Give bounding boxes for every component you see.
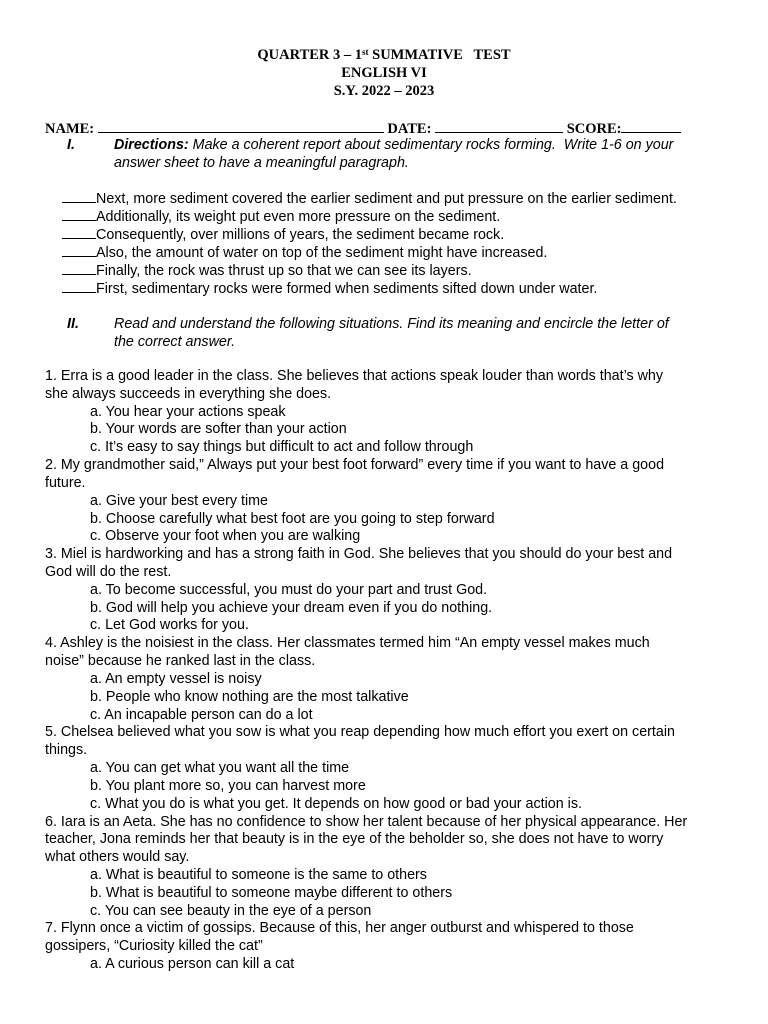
question-text: she always succeeds in everything she does. bbox=[45, 385, 332, 402]
answer-choice[interactable]: c. What you do is what you get. It depends on how good or bad your action is. bbox=[90, 795, 582, 812]
date-field[interactable] bbox=[435, 119, 563, 133]
answer-blank[interactable] bbox=[62, 280, 96, 293]
part-ii-directions: Read and understand the following situations. Find its meaning and encircle the letter of the correct answer. bbox=[114, 316, 669, 350]
answer-choice[interactable]: b. You plant more so, you can harvest more bbox=[90, 777, 366, 794]
answer-choice[interactable]: a. You hear your actions speak bbox=[90, 403, 286, 420]
question-text: 3. Miel is hardworking and has a strong faith in God. She believes that you should do your best and bbox=[45, 546, 673, 563]
answer-choice[interactable]: b. Your words are softer than your action bbox=[90, 421, 347, 438]
answer-choice[interactable]: b. People who know nothing are the most talkative bbox=[90, 688, 409, 705]
school-year: S.Y. 2022 – 2023 bbox=[333, 83, 435, 99]
ordering-item-text: Next, more sediment covered the earlier sediment and put pressure on the earlier sediment. bbox=[96, 191, 677, 207]
question-text: 7. Flynn once a victim of gossips. Because of this, her anger outburst and whispered to those bbox=[45, 920, 634, 937]
test-title: QUARTER 3 – 1st SUMMATIVE TEST bbox=[257, 47, 511, 63]
answer-blank[interactable] bbox=[62, 208, 96, 221]
question-text: 5. Chelsea believed what you sow is what you reap depending how much effort you exert on certain bbox=[45, 724, 675, 741]
part-i-numeral: I. bbox=[67, 137, 75, 153]
answer-choice[interactable]: b. What is beautiful to someone maybe different to others bbox=[90, 884, 453, 901]
question-text: 6. Iara is an Aeta. She has no confidence to show her talent because of her physical appearance. Her bbox=[45, 813, 688, 830]
date-label: DATE: bbox=[387, 121, 432, 137]
question-text: teacher, Jona reminds her that beauty is in the eye of the beholder so, she does not have to worry bbox=[45, 831, 664, 848]
ordinal-suffix: st bbox=[362, 47, 369, 57]
question-text: what others would say. bbox=[45, 849, 190, 866]
answer-choice[interactable]: c. Let God works for you. bbox=[90, 617, 249, 634]
answer-blank[interactable] bbox=[62, 262, 96, 275]
ordering-item bbox=[62, 190, 677, 209]
answer-blank[interactable] bbox=[62, 226, 96, 239]
score-field[interactable] bbox=[621, 119, 681, 133]
answer-blank[interactable] bbox=[62, 190, 96, 203]
ordering-item-text: First, sedimentary rocks were formed when sediments sifted down under water. bbox=[96, 280, 598, 297]
answer-choice[interactable]: b. God will help you achieve your dream even if you do nothing. bbox=[90, 599, 493, 616]
question-text: noise” because he ranked last in the class. bbox=[45, 653, 316, 670]
answer-choice[interactable]: c. It’s easy to say things but difficult to act and follow through bbox=[90, 439, 474, 456]
name-field[interactable] bbox=[98, 119, 384, 133]
subject-title: ENGLISH VI bbox=[341, 65, 427, 81]
directions-label: Directions: bbox=[114, 137, 189, 153]
question-text: God will do the rest. bbox=[45, 564, 172, 581]
question-text: future. bbox=[45, 474, 86, 491]
question-text: 4. Ashley is the noisiest in the class. Her classmates termed him “An empty vessel makes much bbox=[45, 635, 650, 652]
answer-choice[interactable]: c. You can see beauty in the eye of a person bbox=[90, 902, 372, 919]
ordering-item-text: Additionally, its weight put even more pressure on the sediment. bbox=[96, 208, 501, 225]
answer-choice[interactable]: b. Choose carefully what best foot are you going to step forward bbox=[90, 510, 495, 527]
ordering-item bbox=[62, 244, 547, 263]
question-text: 1. Erra is a good leader in the class. She believes that actions speak louder than words that’s why bbox=[45, 368, 664, 384]
ordering-item-text: Consequently, over millions of years, the sediment became rock. bbox=[96, 226, 505, 243]
answer-choice[interactable]: a. You can get what you want all the time bbox=[90, 760, 350, 777]
score-label: SCORE: bbox=[566, 121, 622, 137]
ordering-item bbox=[62, 208, 500, 227]
part-i-directions: Directions: Make a coherent report about sedimentary rocks forming. Write 1-6 on your answer sheet to have a meaningful paragraph. bbox=[114, 137, 674, 171]
answer-choice[interactable]: c. An incapable person can do a lot bbox=[90, 706, 313, 723]
answer-choice[interactable]: c. Observe your foot when you are walking bbox=[90, 528, 361, 545]
ordering-item bbox=[62, 280, 597, 299]
question-text: things. bbox=[45, 742, 88, 759]
part-ii-numeral: II. bbox=[67, 316, 79, 332]
ordering-item bbox=[62, 262, 472, 281]
answer-choice[interactable]: a. To become successful, you must do your part and trust God. bbox=[90, 581, 488, 598]
question-text: gossipers, “Curiosity killed the cat” bbox=[45, 938, 263, 955]
ordering-item-text: Finally, the rock was thrust up so that we can see its layers. bbox=[96, 262, 472, 279]
ordering-item bbox=[62, 226, 504, 245]
name-label: NAME: bbox=[45, 121, 95, 137]
answer-choice[interactable]: a. Give your best every time bbox=[90, 492, 268, 509]
answer-blank[interactable] bbox=[62, 244, 96, 257]
ordering-item-text: Also, the amount of water on top of the sediment might have increased. bbox=[96, 244, 548, 261]
question-text: 2. My grandmother said,” Always put your best foot forward” every time if you want to have a good bbox=[45, 457, 665, 474]
answer-choice[interactable]: a. A curious person can kill a cat bbox=[90, 956, 295, 973]
answer-choice[interactable]: a. An empty vessel is noisy bbox=[90, 670, 262, 687]
answer-choice[interactable]: a. What is beautiful to someone is the same to others bbox=[90, 866, 427, 883]
